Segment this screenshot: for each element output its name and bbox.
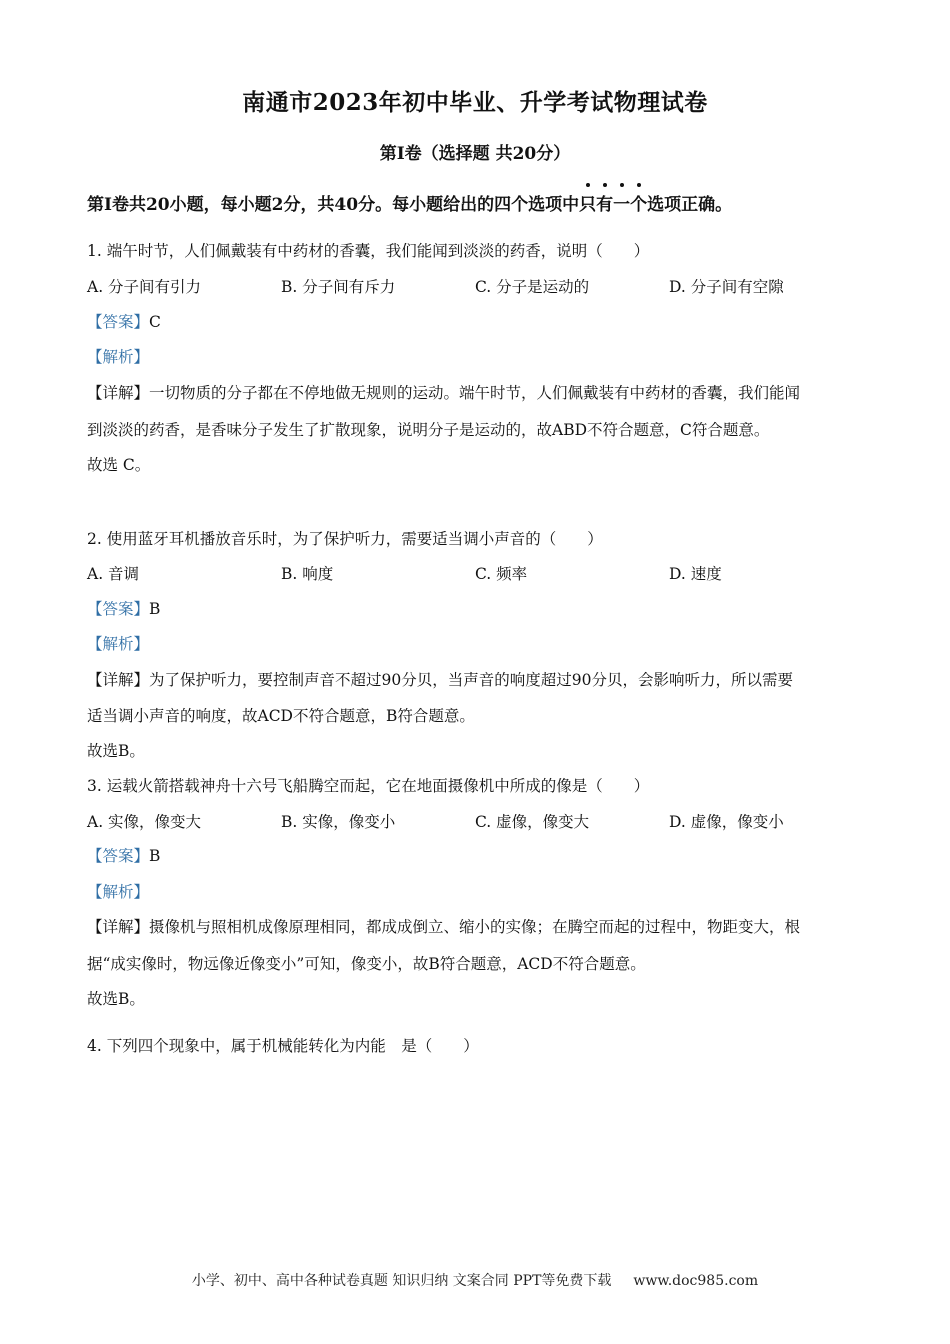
answer-line (87, 846, 160, 866)
analysis-tag: 【解析】 (87, 348, 150, 366)
answer-tag: 【答案】 (87, 313, 150, 331)
option-a: A. 音调 (87, 565, 140, 583)
question-stem: 3. 运载火箭搭载神舟十六号飞船腾空而起，它在地面摄像机中所成的像是（ ） (87, 777, 650, 795)
option-b: B. 响度 (281, 565, 334, 583)
page-title: 南通市2023年初中毕业、升学考试物理试卷 (242, 89, 708, 116)
question-stem: 1. 端午时节，人们佩戴装有中药材的香囊，我们能闻到淡淡的药香，说明（ ） (87, 242, 650, 260)
detail-text: 摄像机与照相机成像原理相同，都成成倒立、缩小的实像；在腾空而起的过程中，物距变大，根 (149, 918, 801, 936)
option-d: D. 速度 (669, 565, 722, 583)
section-instructions (87, 190, 732, 215)
option-a: A. 分子间有引力 (87, 278, 202, 296)
conclusion: 故选B。 (87, 742, 145, 760)
answer-value: C (149, 313, 161, 331)
analysis-tag: 【解析】 (87, 635, 150, 653)
option-c: C. 虚像，像变大 (475, 813, 590, 831)
detail-line (87, 670, 793, 690)
analysis-tag: 【解析】 (87, 883, 150, 901)
answer-value: B (149, 847, 161, 865)
instructions-text-before: 第Ⅰ卷共20小题，每小题2分，共40分。每小题给出的四个选项中 (87, 195, 580, 215)
footer-text: 小学、初中、高中各种试卷真题 知识归纳 文案合同 PPT等免费下载 (191, 1273, 612, 1289)
option-d: D. 分子间有空隙 (669, 278, 784, 296)
emphasis-char: 有 (596, 190, 613, 215)
answer-line (87, 599, 160, 619)
detail-line (87, 917, 800, 937)
detail-line: 到淡淡的药香，是香味分子发生了扩散现象，说明分子是运动的，故ABD不符合题意，C符合题意。 (87, 421, 770, 439)
detail-tag: 【详解】 (87, 918, 150, 936)
emphasis-char: 个 (630, 190, 647, 215)
answer-tag: 【答案】 (87, 847, 150, 865)
conclusion: 故选 C。 (87, 456, 151, 474)
answer-tag: 【答案】 (87, 600, 150, 618)
section-subtitle: 第Ⅰ卷（选择题 共20分） (379, 144, 571, 164)
answer-value: B (149, 600, 161, 618)
emphasis-char: 一 (613, 190, 630, 215)
detail-text: 一切物质的分子都在不停地做无规则的运动。端午时节，人们佩戴装有中药材的香囊，我们能闻 (149, 384, 801, 402)
option-b: B. 实像，像变小 (281, 813, 396, 831)
option-c: C. 分子是运动的 (475, 278, 590, 296)
question-stem: 4. 下列四个现象中，属于机械能转化为内能 是（ ） (87, 1037, 479, 1055)
detail-line: 适当调小声音的响度，故ACD不符合题意，B符合题意。 (87, 707, 475, 725)
footer-url[interactable]: www.doc985.com (633, 1273, 759, 1289)
option-a: A. 实像，像变大 (87, 813, 202, 831)
emphasis-char: 只 (579, 190, 596, 215)
detail-text: 为了保护听力，要控制声音不超过90分贝，当声音的响度超过90分贝，会影响听力，所以需要 (149, 671, 793, 689)
instructions-text-after: 选项正确。 (647, 195, 733, 215)
detail-line: 据“成实像时，物远像近像变小”可知，像变小，故B符合题意，ACD不符合题意。 (87, 955, 646, 973)
option-c: C. 频率 (475, 565, 528, 583)
conclusion: 故选B。 (87, 990, 145, 1008)
option-b: B. 分子间有斥力 (281, 278, 396, 296)
option-d: D. 虚像，像变小 (669, 813, 784, 831)
detail-line (87, 383, 800, 403)
page-footer (0, 1270, 950, 1290)
answer-line (87, 312, 161, 332)
detail-tag: 【详解】 (87, 671, 150, 689)
detail-tag: 【详解】 (87, 384, 150, 402)
question-stem: 2. 使用蓝牙耳机播放音乐时，为了保护听力，需要适当调小声音的（ ） (87, 530, 603, 548)
